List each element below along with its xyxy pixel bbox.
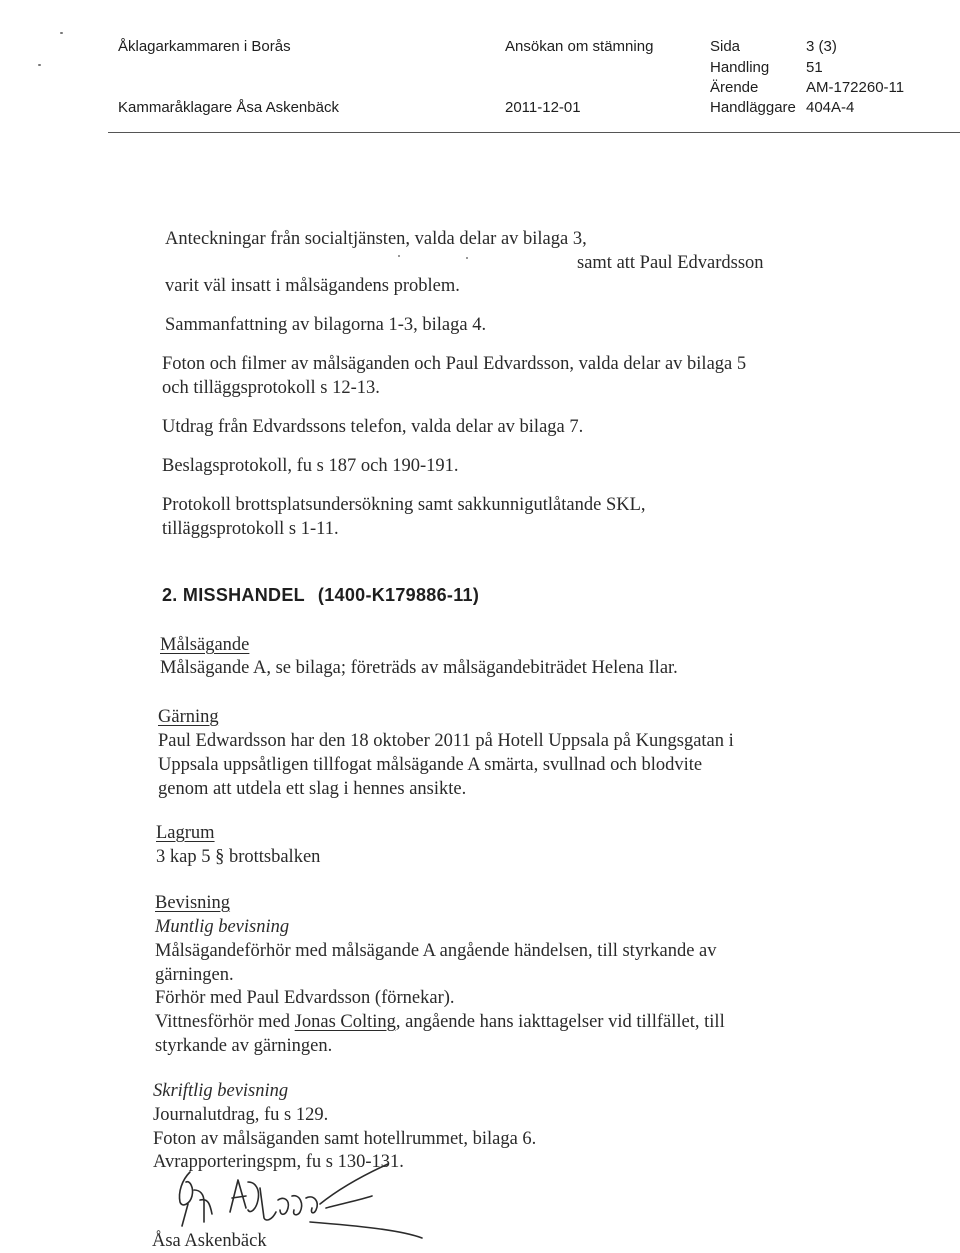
case-number: (1400-K179886-11) [317,585,480,605]
malsagande-text: Målsägande A, se bilaga; företräds av målsägandebiträdet Helena Ilar. [160,658,678,678]
header-prosecutor: Kammaråklagare Åsa Askenbäck [118,99,339,116]
bevisning-heading: Bevisning [155,893,231,913]
skriftlig-bevisning-heading: Skriftlig bevisning [153,1081,289,1101]
header-doc-title: Ansökan om stämning [505,38,654,55]
meta-handling-value: 51 [806,59,823,76]
skriftlig-line-3: Avrapporteringspm, fu s 130-131. [153,1152,404,1172]
muntlig-line-1: Målsägandeförhör med målsägande A angående händelsen, till styrkande av [155,941,717,961]
witness-name: Jonas Colting [294,1012,396,1032]
meta-arende-value: AM-172260-11 [806,79,905,96]
skriftlig-line-1: Journalutdrag, fu s 129. [153,1105,329,1125]
evidence-item-5: Beslagsprotokoll, fu s 187 och 190-191. [162,456,459,476]
scan-speck [60,32,63,34]
evidence-item-1-line-2: samt att Paul Edvardsson [577,253,764,273]
meta-handlaggare-label: Handläggare [710,99,796,116]
scan-speck [38,64,41,66]
evidence-item-4: Utdrag från Edvardssons telefon, valda delar av bilaga 7. [162,417,584,437]
malsagande-heading: Målsägande [160,635,250,655]
evidence-item-6-line-1: Protokoll brottsplatsundersökning samt sakkunnigutlåtande SKL, [162,495,646,515]
meta-sida-label: Sida [710,38,741,55]
muntlig-line-2: gärningen. [155,965,234,985]
scan-speck [398,255,400,257]
lagrum-heading: Lagrum [156,823,215,843]
meta-arende-label: Ärende [710,79,759,96]
lagrum-text: 3 kap 5 § brottsbalken [156,847,321,867]
evidence-item-3-line-1: Foton och filmer av målsäganden och Paul Edvardsson, valda delar av bilaga 5 [162,354,747,374]
garning-line-2: Uppsala uppsåtligen tillfogat målsägande A smärta, svullnad och blodvite [158,755,703,775]
muntlig-line-5: styrkande av gärningen. [155,1036,333,1056]
evidence-item-1-line-3: varit väl insatt i målsägandens problem. [165,276,460,296]
scan-speck [466,257,468,259]
header-date: 2011-12-01 [505,99,581,116]
meta-handling-label: Handling [710,59,770,76]
garning-line-1: Paul Edwardsson har den 18 oktober 2011 på Hotell Uppsala på Kungsgatan i [158,731,734,751]
header-office: Åklagarkammaren i Borås [118,38,291,55]
evidence-item-6-line-2: tilläggsprotokoll s 1-11. [162,519,339,539]
skriftlig-line-2: Foton av målsäganden samt hotellrummet, bilaga 6. [153,1129,537,1149]
evidence-item-1-line-1: Anteckningar från socialtjänsten, valda delar av bilaga 3, [165,229,587,249]
muntlig-line-4-prefix: Vittnesförhör med [155,1012,295,1032]
signatory-name: Åsa Askenbäck [152,1231,267,1251]
meta-handlaggare-value: 404A-4 [806,99,855,116]
garning-heading: Gärning [158,707,219,727]
evidence-item-2: Sammanfattning av bilagorna 1-3, bilaga 4. [165,315,487,335]
muntlig-line-4 [155,1012,725,1033]
header-divider [108,132,960,133]
evidence-item-3-line-2: och tilläggsprotokoll s 12-13. [162,378,380,398]
garning-line-3: genom att utdela ett slag i hennes ansikte. [158,779,467,799]
muntlig-line-4-suffix: , angående hans iakttagelser vid tillfället, till [395,1012,725,1032]
section-heading [162,585,479,606]
section-title: 2. MISSHANDEL [162,585,305,605]
meta-sida-value: 3 (3) [806,38,837,55]
muntlig-bevisning-heading: Muntlig bevisning [155,917,290,937]
muntlig-line-3: Förhör med Paul Edvardsson (förnekar). [155,988,455,1008]
